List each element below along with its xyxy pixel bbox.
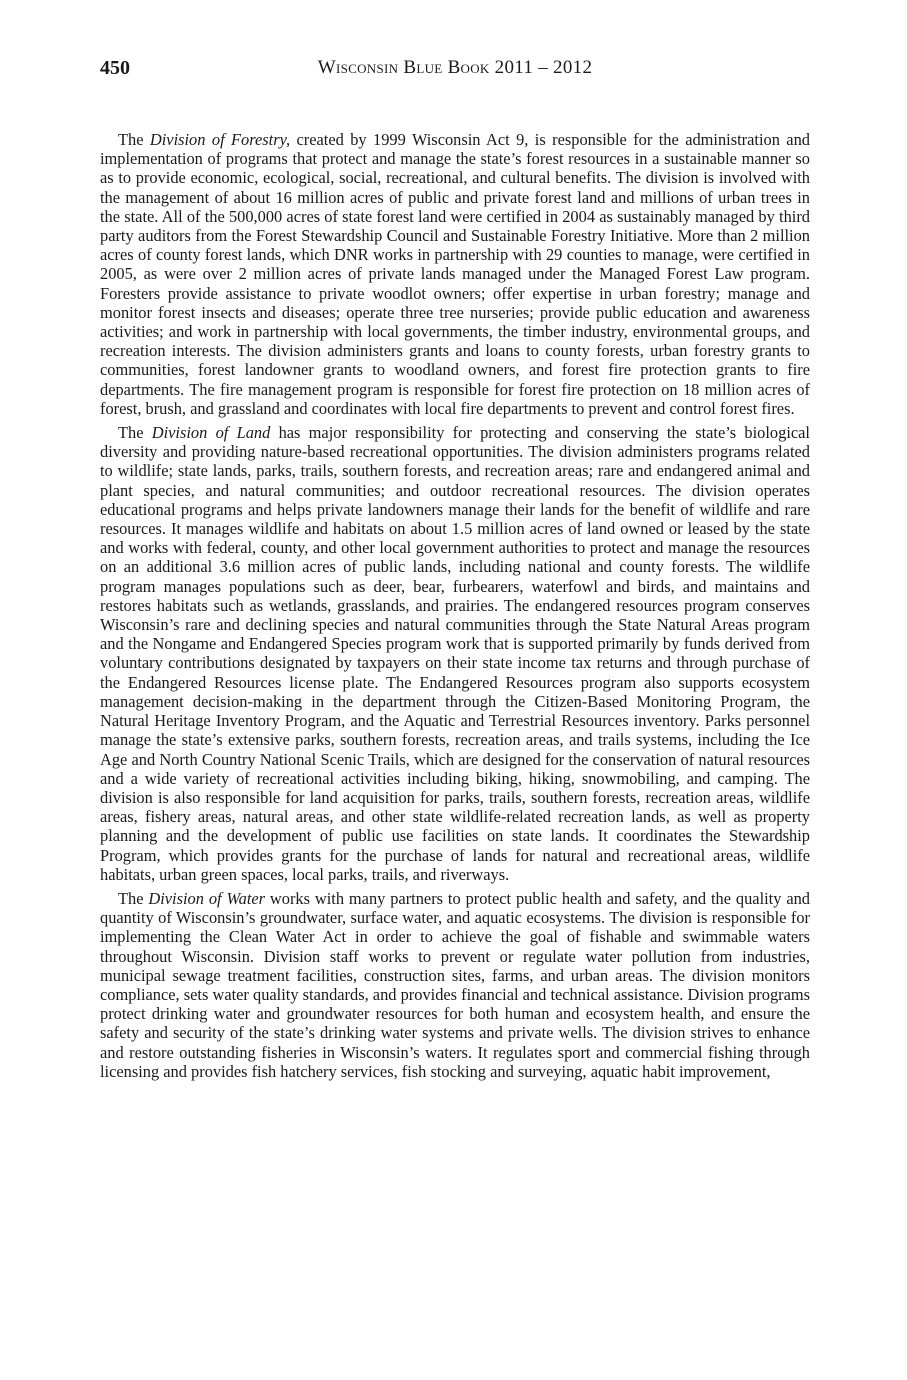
paragraph-text: created by 1999 Wisconsin Act 9, is responsible for the administration and implementation of programs that protect and manage the state’s forest resources in a sustainable manner so as to provide economic, ecological, social, recreational, and cultural benefits. The division is involved with the management of about 16 million acres of public and private forest land and millions of urban trees in the state. All of the 500,000 acres of state forest land were certified in 2004 as sustainably managed by third party auditors from the Forest Stewardship Council and Sustainable Forestry Initiative. More than 2 million acres of county forest lands, which DNR works in partnership with 29 counties to manage, were certified in 2005, as were over 2 million acres of private lands managed under the Managed Forest Law program. Foresters provide assistance to private woodlot owners; offer expertise in urban forestry; manage and monitor forest insects and diseases; operate three tree nurseries; provide public education and awareness activities; and work in partnership with local governments, the timber industry, environmental groups, and recreation interests. The division administers grants and loans to county forests, urban forestry grants to communities, forest landowner grants to woodland owners, and forest fire protection grants to fire departments. The fire management program is responsible for forest fire protection on 18 million acres of forest, brush, and grassland and coordinates with local fire departments to prevent and control forest fires. xyxy=(100,130,810,418)
paragraph-lead: The xyxy=(118,423,152,443)
page-header xyxy=(100,56,810,86)
division-name: Division of Land xyxy=(151,423,271,443)
running-head xyxy=(100,56,810,80)
running-head-text: Wisconsin Blue Book 2011 – 2012 xyxy=(317,57,593,78)
body-text xyxy=(100,130,810,1086)
paragraph-division-of-water xyxy=(100,889,810,1081)
paragraph-lead: The xyxy=(118,130,150,149)
paragraph-division-of-land xyxy=(100,423,810,884)
paragraph-text: has major responsibility for protecting and conserving the state’s biological diversity and providing nature-based recreational opportunities. The division administers programs related to wildlife; state lands, parks, trails, southern forests, and recreation areas; rare and endangered animal and plant species, and natural communities; and outdoor recreational resources. The division operates educational programs and helps private landowners manage their lands for the benefit of wildlife and rare resources. It manages wildlife and habitats on about 1.5 million acres of land owned or leased by the state and works with federal, county, and other local government authorities to protect and manage the resources on an additional 3.6 million acres of public lands, including national and county forests. The wildlife program manages populations such as deer, bear, furbearers, waterfowl and birds, and maintains and restores habitats such as wetlands, grasslands, and prairies. The endangered resources program conserves Wisconsin’s rare and declining species and natural communities through the State Natural Areas program and the Nongame and Endangered Species program work that is supported primarily by funds derived from voluntary contributions designated by taxpayers on their state income tax returns and through purchase of the Endangered Resources license plate. The Endangered Resources program also supports ecosystem management decision-making in the department through the Citizen-Based Monitoring Program, the Natural Heritage Inventory Program, and the Aquatic and Terrestrial Resources inventory. Parks personnel manage the state’s extensive parks, southern forests, recreation areas, and trails systems, including the Ice Age and North Country National Scenic Trails, which are designed for the conservation of natural resources and a wide variety of recreational activities including biking, hiking, snowmobiling, and camping. The division is also responsible for land acquisition for parks, trails, southern forests, recreation areas, wildlife areas, fishery areas, natural areas, and other state wildlife-related recreation lands, as well as property planning and the development of public use facilities on state lands. It coordinates the Stewardship Program, which provides grants for the purchase of lands for natural and recreational areas, wildlife habitats, urban green spaces, local parks, trails, and riverways. xyxy=(100,423,810,884)
paragraph-lead: The xyxy=(118,888,149,908)
paragraph-division-of-forestry xyxy=(100,130,810,418)
division-name: Division of Water xyxy=(148,888,266,908)
page-number: 450 xyxy=(100,57,130,79)
division-name: Division of Forestry, xyxy=(149,130,291,149)
paragraph-text: works with many partners to protect public health and safety, and the quality and quantity of Wisconsin’s groundwater, surface water, and aquatic ecosystems. The division is responsible for implementing the Clean Water Act in order to achieve the goal of fishable and swimmable waters throughout Wisconsin. Division staff works to prevent or regulate water pollution from industries, municipal sewage treatment facilities, construction sites, farms, and urban areas. The division monitors compliance, sets water quality standards, and provides financial and technical assistance. Division programs protect drinking water and groundwater resources for both human and ecosystem health, and ensure the safety and security of the state’s drinking water systems and private wells. The division strives to enhance and restore outstanding fisheries in Wisconsin’s waters. It regulates sport and commercial fishing through licensing and provides fish hatchery services, fish stocking and surveying, aquatic habit improvement, xyxy=(100,888,810,1081)
